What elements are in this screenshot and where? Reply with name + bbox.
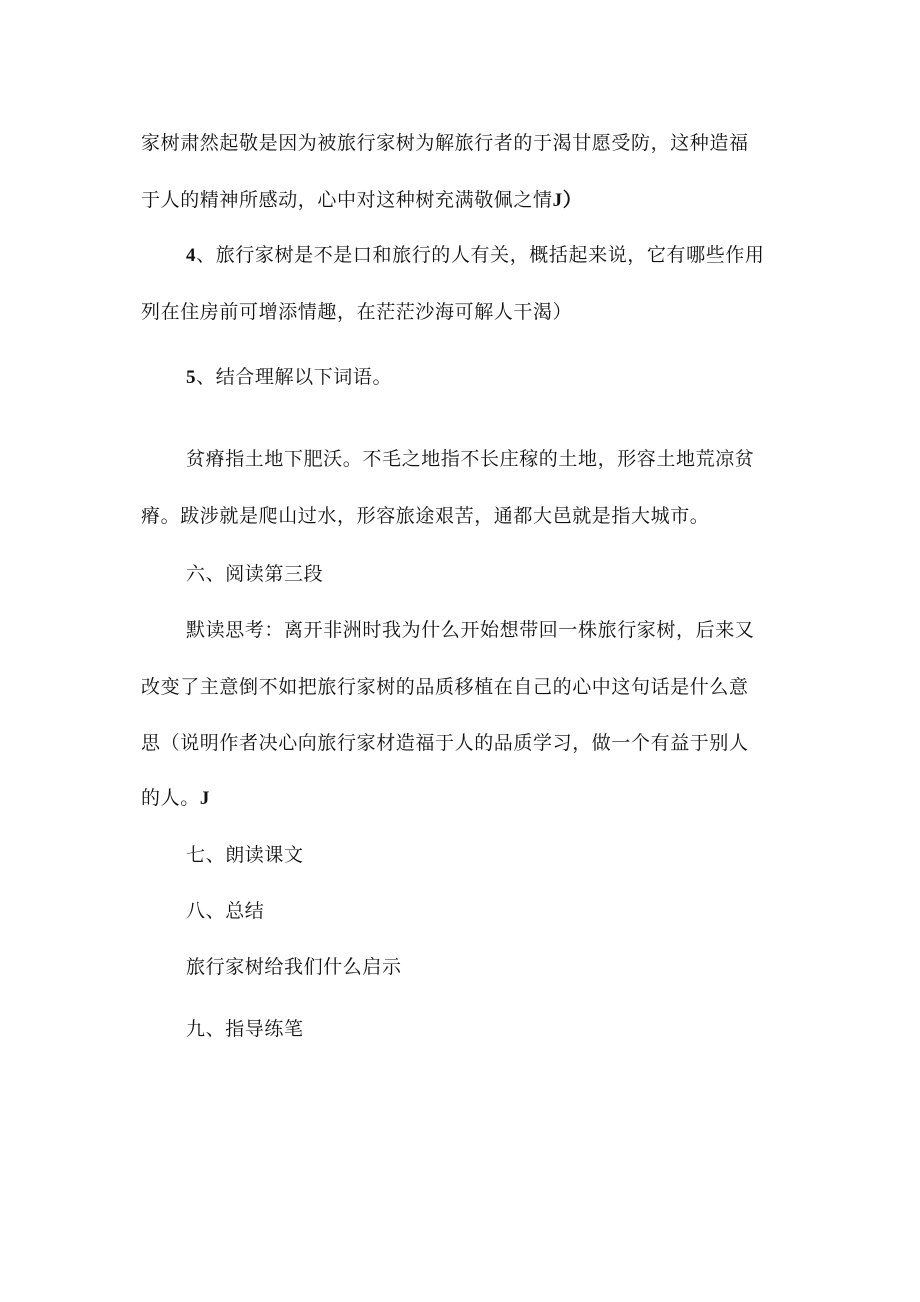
section-heading xyxy=(186,1017,304,1041)
question-5 xyxy=(186,365,392,390)
line-text: 家树肃然起敬是因为被旅行家树为解旅行者的于渴甘愿受防，这种造福 xyxy=(141,132,749,154)
paragraph-line xyxy=(141,300,572,324)
paragraph-line xyxy=(141,731,749,755)
line-text: 、旅行家树是不是口和旅行的人有关，概括起来说，它有哪些作用 xyxy=(196,244,765,266)
question-4 xyxy=(186,243,765,268)
heading-text: 八、总结 xyxy=(186,900,265,922)
line-text: 改变了主意倒不如把旅行家树的品质移植在自己的心中这句话是什么意 xyxy=(141,676,749,698)
section-heading xyxy=(186,843,304,867)
paragraph-line xyxy=(141,131,749,155)
section-heading xyxy=(186,562,323,586)
heading-text: 七、朗读课文 xyxy=(186,844,304,866)
paragraph-line xyxy=(141,188,582,213)
paragraph-line xyxy=(141,504,709,528)
line-text: 贫瘠指土地下肥沃。不毛之地指不长庄稼的土地，形容土地荒凉贫 xyxy=(186,448,755,470)
line-text: 默读思考：离开非洲时我为什么开始想带回一株旅行家树，后来又 xyxy=(186,619,755,641)
line-end-mark: J xyxy=(199,788,210,809)
section-heading xyxy=(186,899,264,923)
heading-text: 九、指导练笔 xyxy=(186,1018,304,1040)
line-text: 旅行家树给我们什么启示 xyxy=(186,956,402,978)
paragraph-line xyxy=(186,618,754,642)
line-text: 的人。 xyxy=(141,787,200,809)
paragraph-line xyxy=(141,675,749,699)
line-text: 于人的精神所感动，心中对这种树充满敬佩之情 xyxy=(141,189,553,211)
line-text: 列在住房前可增添情趣，在茫茫沙海可解人干渴） xyxy=(141,301,573,323)
heading-text: 六、阅读第三段 xyxy=(186,563,324,585)
paragraph-line xyxy=(141,786,210,811)
line-end-mark: J） xyxy=(552,190,583,211)
paragraph-line xyxy=(186,955,402,979)
item-number: 4 xyxy=(186,245,197,266)
paragraph-line xyxy=(186,447,754,471)
line-text: 、结合理解以下词语。 xyxy=(196,366,393,388)
item-number: 5 xyxy=(186,367,197,388)
line-text: 思（说明作者决心向旅行家材造福于人的品质学习，做一个有益于别人 xyxy=(141,732,749,754)
line-text: 瘠。跋涉就是爬山过水，形容旅途艰苦，通都大邑就是指大城市。 xyxy=(141,505,710,527)
